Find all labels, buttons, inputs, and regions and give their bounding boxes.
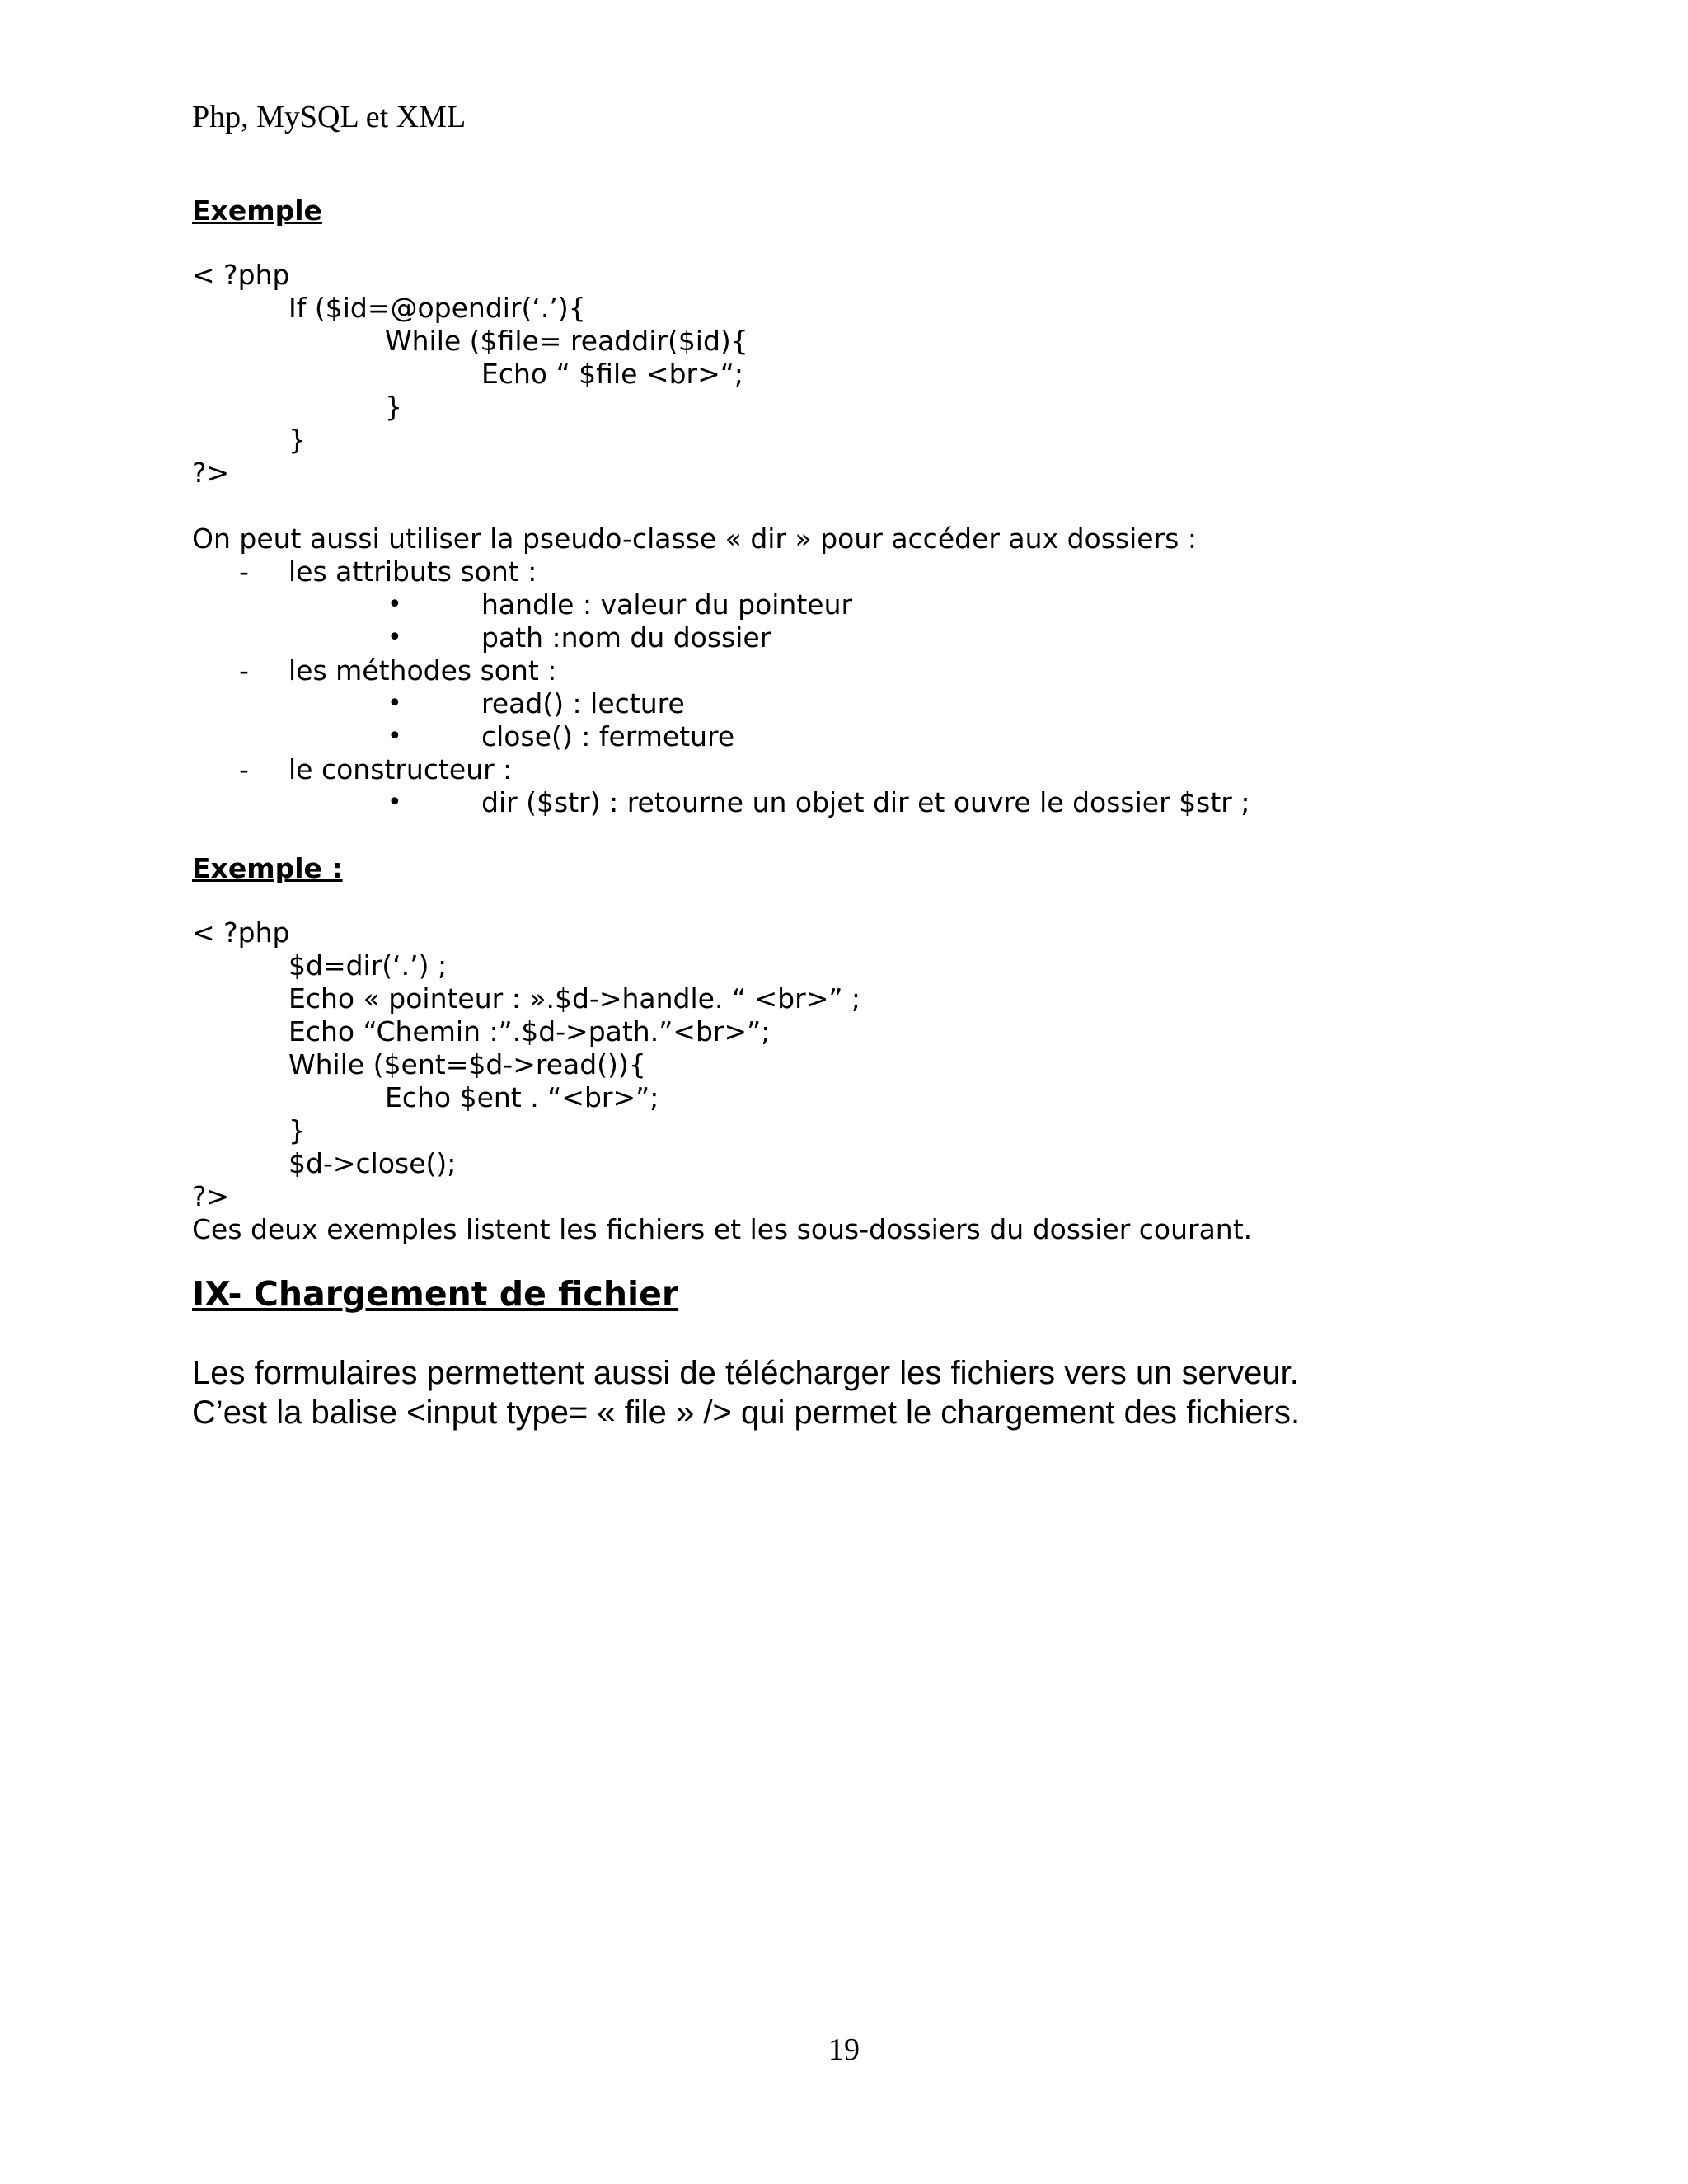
code-line: If ($id=@opendir(‘.’){ — [288, 292, 586, 324]
page-number: 19 — [828, 2032, 860, 2067]
code-line: $d->close(); — [288, 1147, 457, 1179]
code-line: ?> — [192, 457, 230, 489]
list-item: close() : fermeture — [481, 720, 735, 752]
list-group-label: le constructeur : — [288, 753, 513, 785]
dash-marker: - — [239, 753, 249, 785]
bullet-marker: • — [387, 722, 402, 751]
code-line: Echo “ $file <br>“; — [481, 358, 743, 390]
example-note: Ces deux exemples listent les fichiers et les sous-dossiers du dossier courant. — [192, 1213, 1253, 1245]
code-line: Echo “Chemin :”.$d->path.”<br>”; — [288, 1015, 771, 1047]
list-group-label: les méthodes sont : — [288, 654, 557, 687]
code-line: < ?php — [192, 259, 290, 291]
body-paragraph-line: Les formulaires permettent aussi de télécharger les fichiers vers un serveur. — [192, 1355, 1299, 1391]
dash-marker: - — [239, 555, 249, 588]
example-heading: Exemple : — [192, 852, 343, 884]
list-item: path :nom du dossier — [481, 621, 771, 654]
bullet-marker: • — [387, 623, 402, 652]
list-item: read() : lecture — [481, 687, 685, 719]
code-line: While ($file= readdir($id){ — [385, 325, 748, 357]
code-line: ?> — [192, 1180, 230, 1212]
code-line: $d=dir(‘.’) ; — [288, 949, 448, 982]
code-line: Echo « pointeur : ».$d->handle. “ <br>” ; — [288, 982, 861, 1015]
code-line: } — [288, 1114, 306, 1146]
example-heading: Exemple — [192, 194, 322, 227]
list-item: dir ($str) : retourne un objet dir et ouvre le dossier $str ; — [481, 786, 1250, 818]
dash-marker: - — [239, 654, 249, 687]
running-header: Php, MySQL et XML — [192, 100, 467, 134]
bullet-marker: • — [387, 689, 402, 718]
bullet-marker: • — [387, 788, 402, 817]
code-line: } — [385, 391, 402, 423]
code-line: Echo $ent . “<br>”; — [385, 1081, 659, 1113]
body-paragraph-line: C’est la balise <input type= « file » /> qui permet le chargement des fichiers. — [192, 1394, 1301, 1431]
intro-paragraph: On peut aussi utiliser la pseudo-classe « dir » pour accéder aux dossiers : — [192, 523, 1197, 555]
list-group-label: les attributs sont : — [288, 555, 537, 588]
code-line: < ?php — [192, 916, 290, 949]
bullet-marker: • — [387, 590, 402, 619]
list-item: handle : valeur du pointeur — [481, 588, 853, 621]
code-line: } — [288, 424, 306, 456]
section-title: IX- Chargement de fichier — [192, 1274, 679, 1314]
code-line: While ($ent=$d->read()){ — [288, 1048, 646, 1080]
